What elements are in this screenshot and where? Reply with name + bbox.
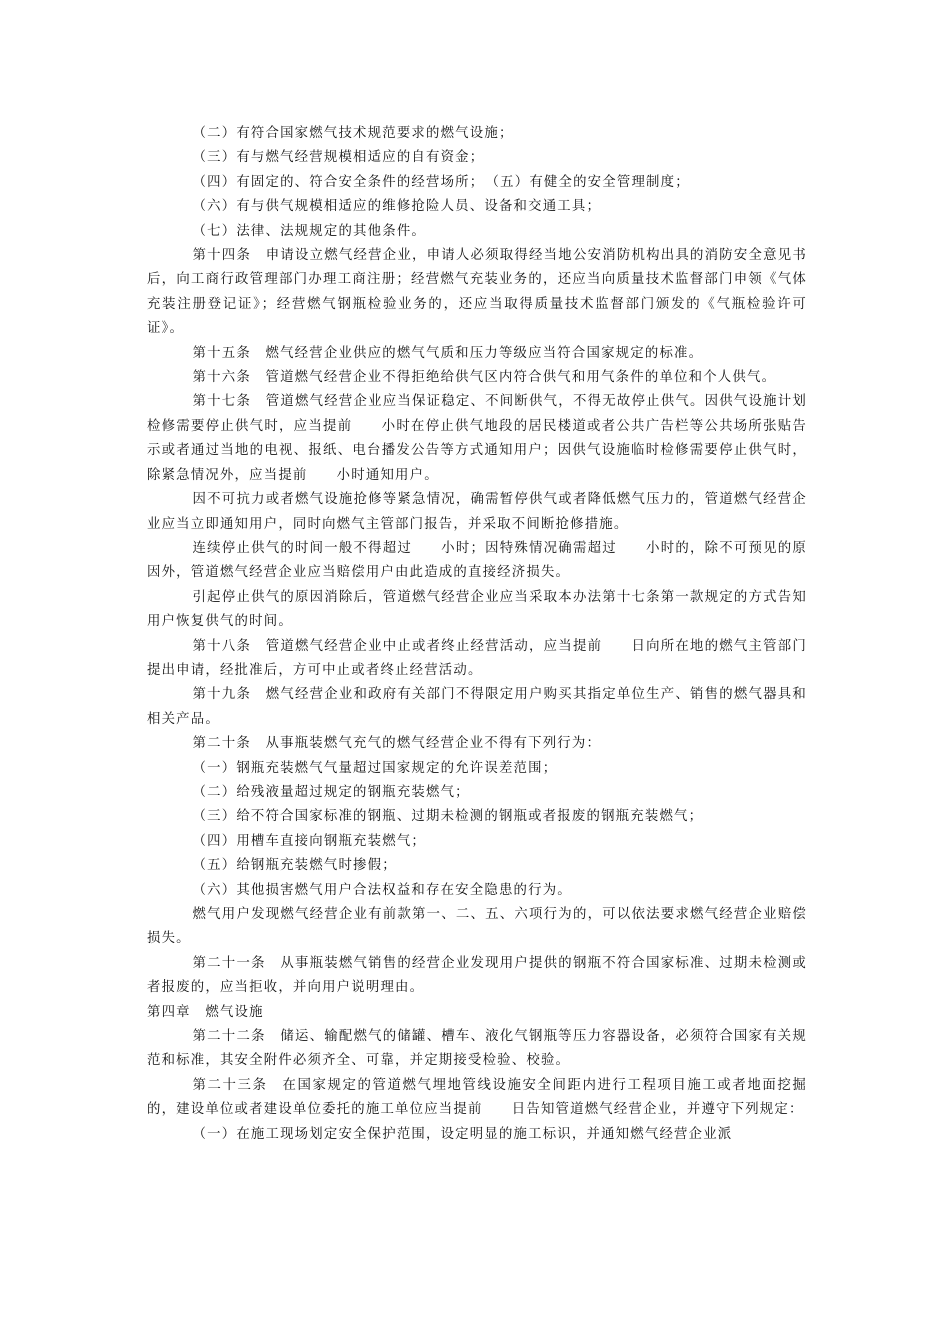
paragraph: 第二十三条 在国家规定的管道燃气埋地管线设施安全间距内进行工程项目施工或者地面挖掘的，建设单位或者建设单位委托的施工单位应当提前 日告知管道燃气经营企业，并遵守下列规定： [147,1077,807,1118]
paragraph: （五）给钢瓶充装燃气时掺假； [192,858,397,874]
paragraph: （四）用槽车直接向钢瓶充装燃气； [192,833,426,849]
paragraph: 第二十二条 储运、输配燃气的储罐、槽车、液化气钢瓶等压力容器设备，必须符合国家有关规范和标准，其安全附件必须齐全、可靠，并定期接受检验、校验。 [147,1029,807,1069]
paragraph: （七）法律、法规规定的其他条件。 [192,223,426,239]
paragraph: （四）有固定的、符合安全条件的经营场所； （五）有健全的安全管理制度； [192,174,690,190]
paragraph: 因不可抗力或者燃气设施抢修等紧急情况，确需暂停供气或者降低燃气压力的，管道燃气经营企业应当立即通知用户，同时向燃气主管部门报告，并采取不间断抢修措施。 [147,492,807,532]
paragraph: 第二十一条 从事瓶装燃气销售的经营企业发现用户提供的钢瓶不符合国家标准、过期未检测或者报废的，应当拒收，并向用户说明理由。 [147,955,807,996]
paragraph: （六）有与供气规模相适应的维修抢险人员、设备和交通工具； [192,199,602,215]
chapter-heading: 第四章 燃气设施 [147,1004,264,1020]
paragraph: （二）给残液量超过规定的钢瓶充装燃气； [192,784,470,800]
paragraph: （一）钢瓶充装燃气气量超过国家规定的允许误差范围； [192,760,558,776]
paragraph: （一）在施工现场划定安全保护范围，设定明显的施工标识，并通知燃气经营企业派 [192,1126,733,1142]
paragraph: （六）其他损害燃气用户合法权益和存在安全隐患的行为。 [192,882,572,898]
paragraph: 第十八条 管道燃气经营企业中止或者终止经营活动，应当提前 日向所在地的燃气主管部门提出申请，经批准后，方可中止或者终止经营活动。 [147,638,807,678]
paragraph: 第十五条 燃气经营企业供应的燃气气质和压力等级应当符合国家规定的标准。 [192,345,704,361]
paragraph: （三）有与燃气经营规模相适应的自有资金； [192,150,485,166]
paragraph: （二）有符合国家燃气技术规范要求的燃气设施； [192,126,514,141]
paragraph: 第十九条 燃气经营企业和政府有关部门不得限定用户购买其指定单位生产、销售的燃气器具和相关产品。 [147,687,807,727]
paragraph: （三）给不符合国家标准的钢瓶、过期未检测的钢瓶或者报废的钢瓶充装燃气； [192,809,704,825]
paragraph: 第十六条 管道燃气经营企业不得拒绝给供气区内符合供气和用气条件的单位和个人供气。 [192,370,777,386]
paragraph: 燃气用户发现燃气经营企业有前款第一、二、五、六项行为的，可以依法要求燃气经营企业赔偿损失。 [147,907,807,947]
paragraph: 第二十条 从事瓶装燃气充气的燃气经营企业不得有下列行为： [192,736,602,752]
paragraph: 第十四条 申请设立燃气经营企业，申请人必须取得经当地公安消防机构出具的消防安全意见书后，向工商行政管理部门办理工商注册；经营燃气充装业务的，还应当向质量技术监督部门申领《气体充装注册登记证》；经营燃气钢瓶检验业务的，还应当取得质量技术监督部门颁发的《气瓶检验许可证》。 [147,248,807,337]
paragraph: 连续停止供气的时间一般不得超过 小时；因特殊情况确需超过 小时的，除不可预见的原因外，管道燃气经营企业应当赔偿用户由此造成的直接经济损失。 [147,540,807,581]
paragraph: 第十七条 管道燃气经营企业应当保证稳定、不间断供气，不得无故停止供气。因供气设施计划检修需要停止供气时，应当提前 小时在停止供气地段的居民楼道或者公共广告栏等公共场所张贴告示或者通过当地的电视、报纸、电台播发公告等方式通知用户；因供气设施临时检修需要停止供气时，除紧急情况外，应当提前 小时通知用户。 [147,394,807,483]
document-body [147,122,807,1147]
paragraph: 引起停止供气的原因消除后，管道燃气经营企业应当采取本办法第十七条第一款规定的方式告知用户恢复供气的时间。 [147,589,807,630]
